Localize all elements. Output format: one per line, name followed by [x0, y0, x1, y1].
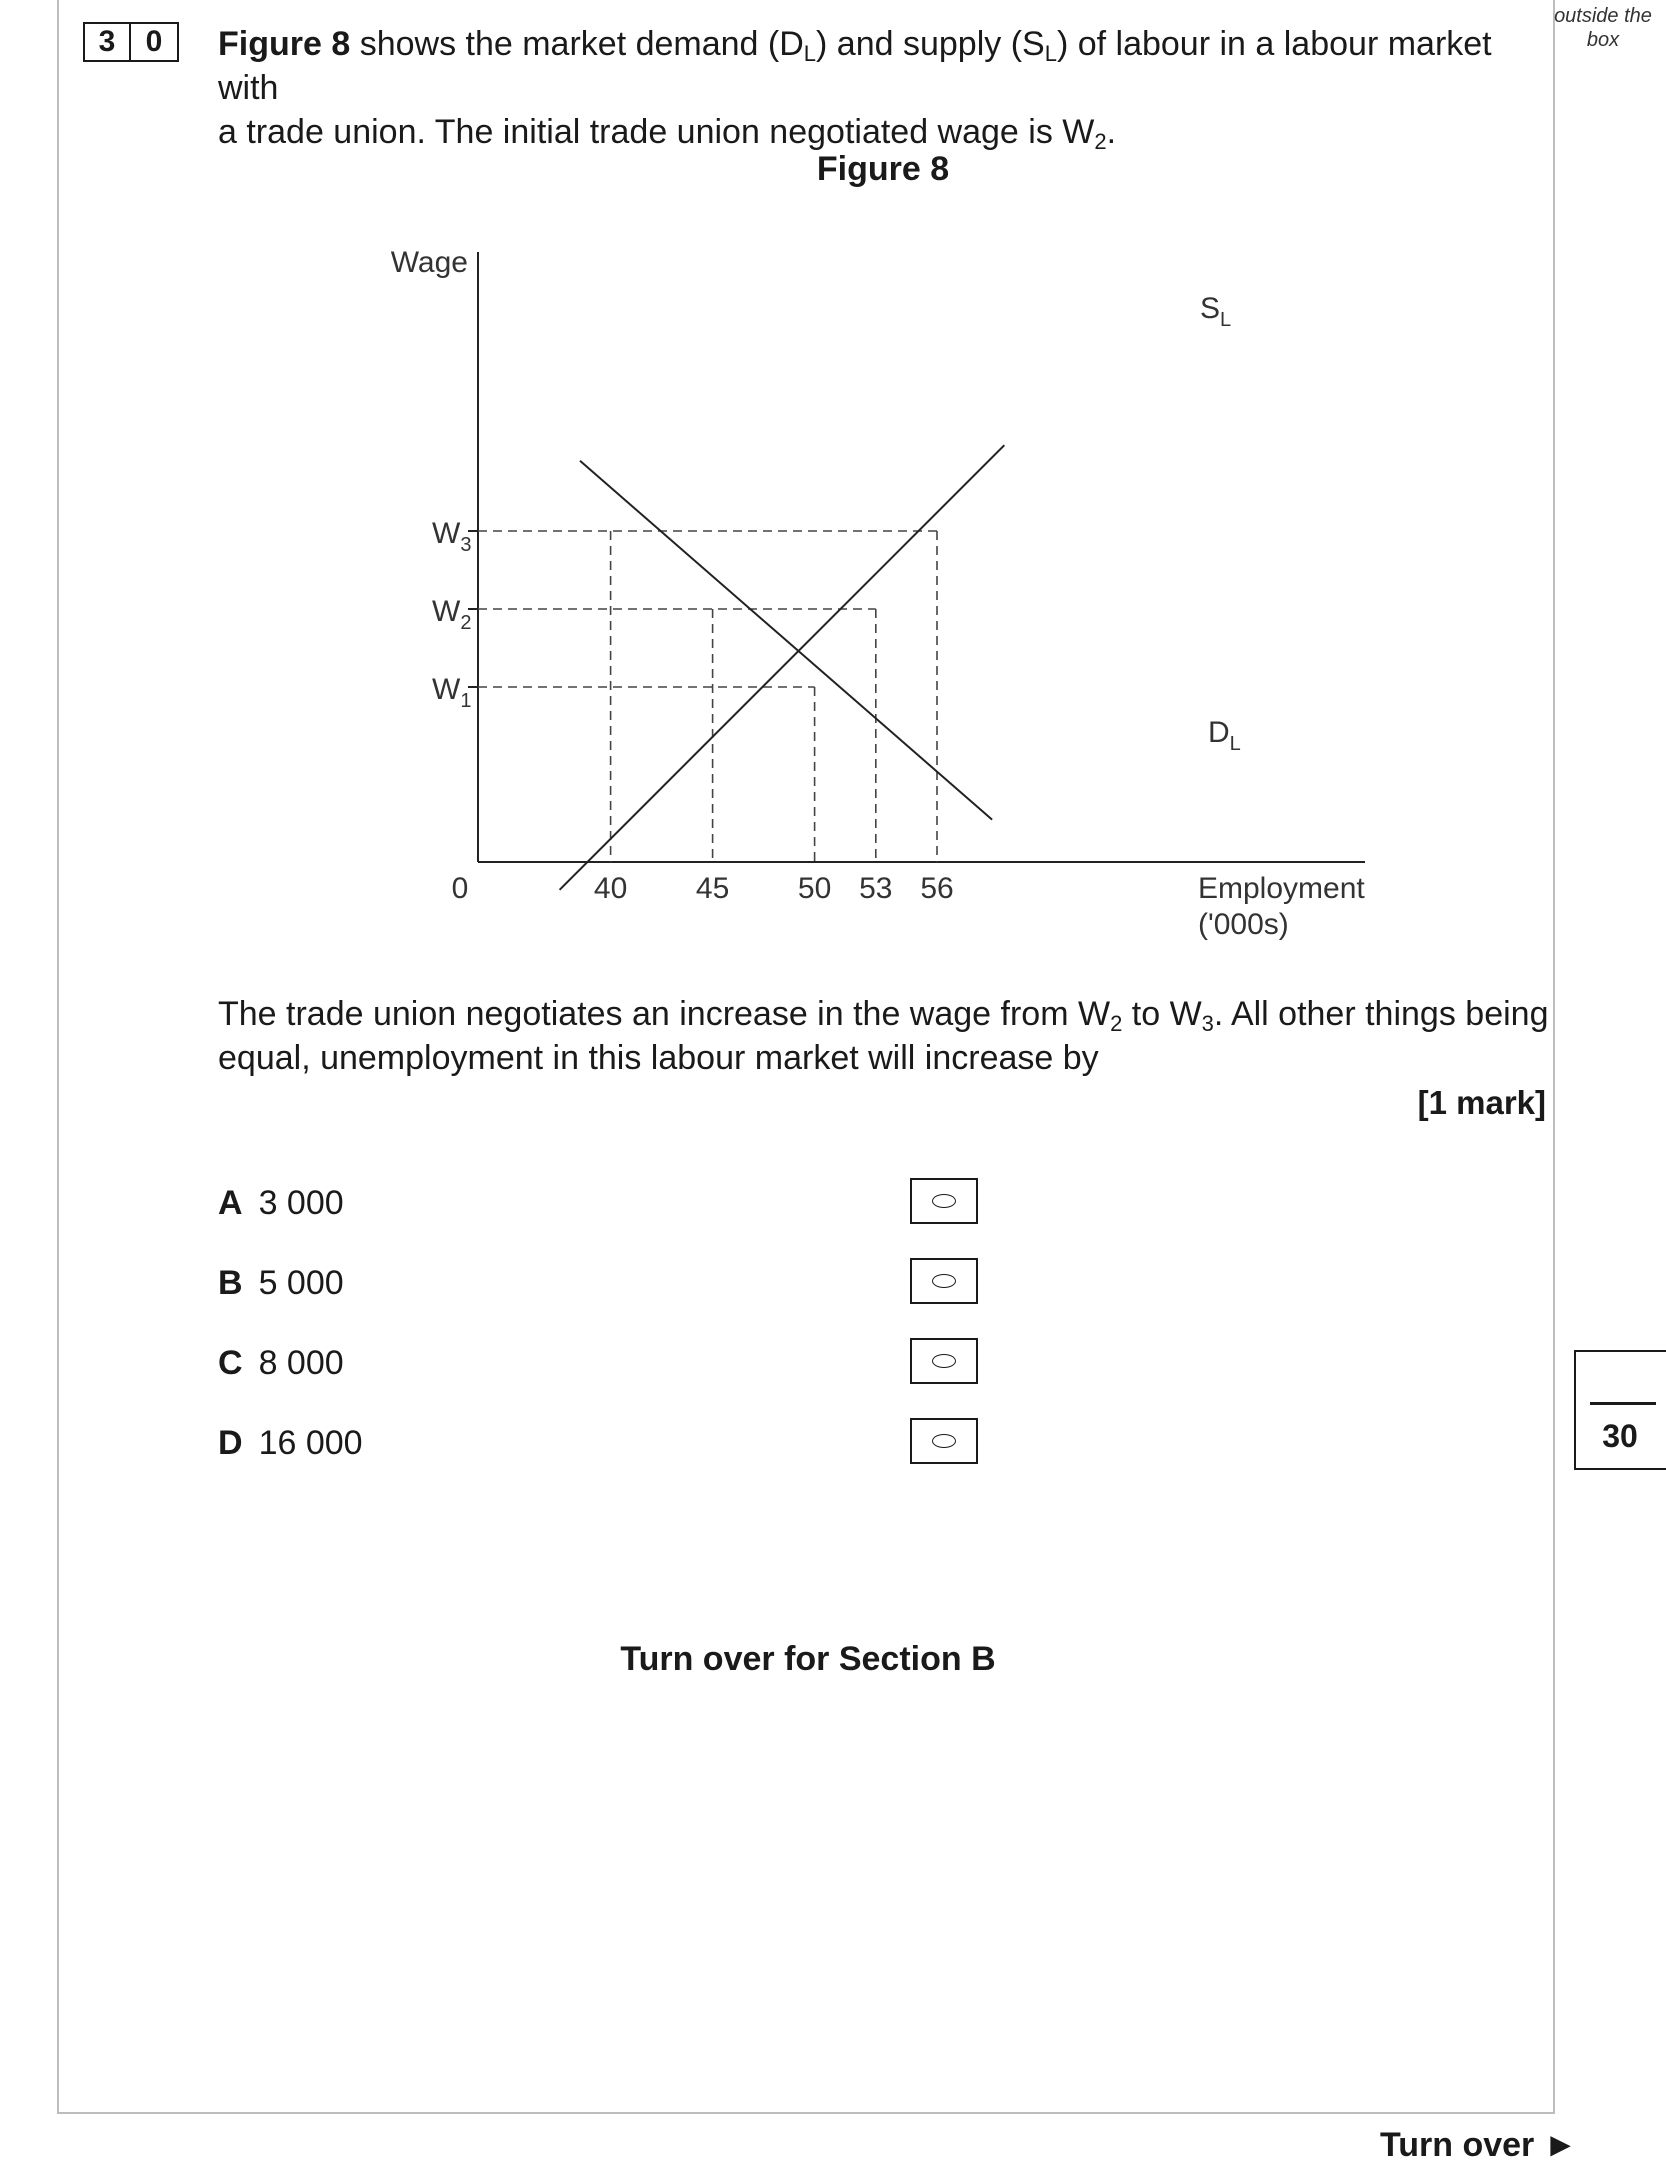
- figure-reference: Figure 8: [218, 25, 351, 63]
- question-number-digit: 3: [83, 22, 131, 62]
- stem-text: equal, unemployment in this labour market will increase by: [218, 1039, 1099, 1077]
- intro-text: shows the market demand (D: [350, 25, 804, 63]
- lozenge-icon: [932, 1274, 956, 1288]
- option-letter: C: [218, 1343, 243, 1382]
- stem-text: . All other things being: [1213, 995, 1549, 1033]
- curve-name: D: [1208, 716, 1230, 749]
- tick-subscript: 2: [460, 612, 472, 634]
- stem-text: to W: [1122, 995, 1202, 1033]
- question-number-digit: 0: [131, 22, 179, 62]
- score-total: 30: [1602, 1418, 1638, 1454]
- figure-title: Figure 8: [816, 150, 950, 188]
- lozenge-icon: [932, 1434, 956, 1448]
- option-b: [218, 1261, 344, 1305]
- lozenge-icon: [932, 1194, 956, 1208]
- supply-curve-label: [1200, 292, 1231, 331]
- subscript: L: [803, 41, 817, 66]
- tick-subscript: 1: [460, 690, 472, 712]
- x-axis-unit: ('000s): [1198, 908, 1289, 941]
- option-letter: A: [218, 1183, 243, 1222]
- intro-text: a trade union. The initial trade union negotiated wage is W: [218, 113, 1095, 151]
- y-tick-label: [432, 517, 471, 556]
- intro-text: ) and supply (S: [816, 25, 1045, 63]
- subscript: 2: [1094, 129, 1107, 154]
- margin-note: outside the box: [1554, 5, 1652, 51]
- origin-label: 0: [451, 872, 469, 905]
- option-letter: D: [218, 1423, 243, 1462]
- answer-box-b[interactable]: [910, 1258, 978, 1304]
- question-stem: [218, 992, 1558, 1080]
- option-text: 16 000: [258, 1423, 363, 1462]
- option-letter: B: [218, 1263, 243, 1302]
- option-text: 5 000: [258, 1263, 344, 1302]
- x-tick-label: 56: [920, 872, 954, 905]
- question-intro: [218, 22, 1538, 154]
- y-axis-label: Wage: [390, 246, 468, 279]
- y-tick-label: [432, 673, 471, 712]
- x-tick-label: 53: [859, 872, 893, 905]
- curve-name: S: [1200, 292, 1221, 325]
- x-axis-label: Employment: [1198, 872, 1365, 905]
- turn-over-section-note: Turn over for Section B: [620, 1640, 996, 1678]
- answer-box-d[interactable]: [910, 1418, 978, 1464]
- tick-subscript: 3: [460, 534, 472, 556]
- subscript: 2: [1110, 1011, 1123, 1036]
- option-text: 3 000: [258, 1183, 344, 1222]
- x-tick-label: 40: [593, 872, 628, 905]
- labour-market-chart: [360, 230, 1400, 960]
- lozenge-icon: [932, 1354, 956, 1368]
- demand-curve-label: [1208, 716, 1241, 755]
- answer-box-c[interactable]: [910, 1338, 978, 1384]
- intro-text: ) of labour in a labour market with: [218, 25, 1492, 107]
- curve-subscript: L: [1220, 309, 1232, 331]
- turn-over-label: Turn over ►: [1380, 2126, 1578, 2164]
- score-divider: [1590, 1402, 1656, 1405]
- option-text: 8 000: [258, 1343, 344, 1382]
- demand-curve: [580, 461, 992, 820]
- subscript: 3: [1201, 1011, 1214, 1036]
- tick-name: W: [432, 595, 461, 628]
- curve-subscript: L: [1229, 733, 1241, 755]
- option-a: [218, 1181, 344, 1225]
- question-number: [83, 22, 179, 62]
- x-tick-label: 45: [695, 872, 730, 905]
- x-tick-label: 50: [797, 872, 832, 905]
- stem-text: The trade union negotiates an increase in the wage from W: [218, 995, 1111, 1033]
- tick-name: W: [432, 673, 461, 706]
- answer-box-a[interactable]: [910, 1178, 978, 1224]
- option-d: [218, 1421, 363, 1465]
- intro-text: .: [1106, 113, 1117, 151]
- y-tick-label: [432, 595, 471, 634]
- option-c: [218, 1341, 344, 1385]
- mark-allocation: [1 mark]: [1417, 1084, 1546, 1121]
- subscript: L: [1044, 41, 1057, 66]
- tick-name: W: [432, 517, 461, 550]
